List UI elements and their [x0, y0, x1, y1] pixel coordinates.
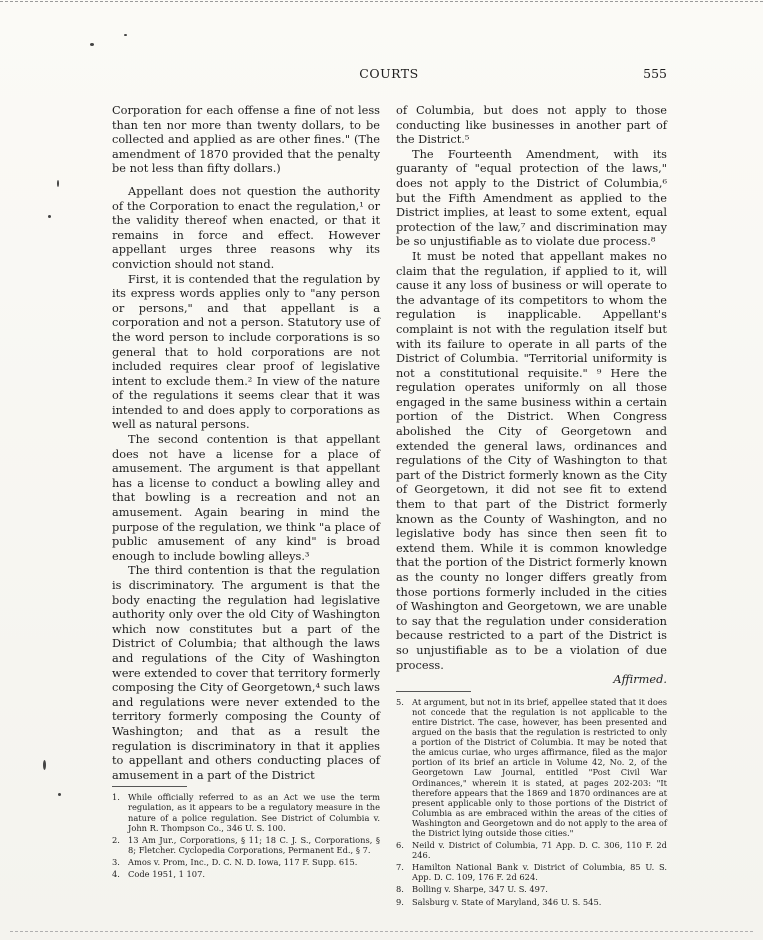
paragraph: The Fourteenth Amendment, with its guaranty of "equal protection of the laws," does not apply to the District of Columbia,⁶ but the Fifth Amendment as applied to the District implies, at least to some extent, equal protection of the law,⁷ and discrimination may be so unjustifiable as to violate due process.⁸ — [396, 146, 667, 249]
footnote-rule — [112, 786, 187, 787]
right-column — [396, 103, 667, 909]
scan-speck — [90, 43, 94, 46]
paragraph: of Columbia, but does not apply to those conducting like businesses in another part of the District.⁵ — [396, 103, 667, 147]
paragraph: Corporation for each offense a fine of not less than ten nor more than twenty dollars, to be collected and applied as are other fines." (The amendment of 1870 provided that the penalty be not less than fifty dollars.) — [112, 103, 380, 176]
footnote-number: 7. — [396, 862, 404, 873]
scan-edge-bottom — [10, 931, 753, 932]
disposition: Affirmed. — [613, 672, 667, 687]
page-number: 555 — [643, 66, 667, 81]
footnote-number: 2. — [112, 834, 120, 845]
paragraph: First, it is contended that the regulation by its express words applies only to "any person or persons," and that appellant is a corporation and not a person. Statutory use of the word person to include corporations is so general that to hold corporations are not included requires clear proof of legislative intent to exclude them.² In view of the nature of the regulations it seems clear that it was intended to and does apply to corporations as well as natural persons. — [112, 271, 380, 432]
footnote-number: 9. — [396, 896, 404, 907]
footnote-number: 4. — [112, 868, 120, 879]
paragraph: The second contention is that appellant does not have a license for a place of amusement. The argument is that appellant has a license to conduct a bowling alley and that bowling is a recreation and not an amusement. Again bearing in mind the purpose of the regulation, we think "a place of public amusement of any kind" is broad enough to include bowling alleys.³ — [112, 432, 380, 563]
footnote-text: At argument, but not in its brief, appellee stated that it does not concede that the regulation is not applicable to the entire District. The case, however, has been presented and argued on the basis that the regulation is restricted to only a portion of the District of Columbia. It may be noted that the amicus curiae, who urges affirmance, filed as the major portion of its brief an article in Volume 42, No. 2, of the Georgetown Law Journal, entitled "Post Civil War Ordinances," wherein it is stated, at pages 202-203: "It therefore appears that the 1869 and 1870 ordinances are at present applicable only to those portions of the District of Columbia as are embraced within the areas of the cities of Washington and Georgetown and do not apply to the area of the District lying outside those cities." — [412, 696, 667, 838]
scan-speck — [58, 793, 61, 796]
footnote-number: 5. — [396, 696, 404, 707]
paragraph: The third contention is that the regulation is discriminatory. The argument is that the body enacting the regulation had legislative authority only over the old City of Washington which now constitutes but a part of the District of Columbia; that although the laws and regulations of the City of Washington were extended to cover that territory formerly composing the City of Georgetown,⁴ such laws and regulations were never extended to the territory formerly composing the County of Washington; and that as a result the regulation is discriminatory in that it applies to appellant and others conducting places of amusement in a part of the District — [112, 563, 380, 782]
footnote-text: Hamilton National Bank v. District of Columbia, 85 U. S. App. D. C. 109, 176 F. 2d 624. — [412, 862, 667, 883]
footnote-text: 13 Am Jur., Corporations, § 11; 18 C. J. S., Corporations, § 8; Fletcher. Cyclopedia Corporations, Permanent Ed., § 7. — [128, 834, 380, 855]
paragraph: Appellant does not question the authority of the Corporation to enact the regulation,¹ or the validity thereof when enacted, or that it remains in force and effect. However appellant urges three reasons why its conviction should not stand. — [112, 183, 380, 271]
footnote-text: Neild v. District of Columbia, 71 App. D. C. 306, 110 F. 2d 246. — [412, 840, 667, 861]
scan-speck — [57, 180, 59, 187]
footnote-rule — [396, 691, 471, 692]
footnote — [396, 862, 667, 882]
footnote — [396, 884, 667, 894]
scan-edge-top — [0, 1, 763, 2]
footnote — [112, 857, 380, 867]
footnote — [396, 840, 667, 860]
scan-speck — [124, 34, 127, 36]
footnote — [396, 697, 667, 838]
footnote-text: While officially referred to as an Act we use the term regulation, as it appears to be a regulatory measure in the nature of a police regulation. See District of Columbia v. John R. Thompson Co., 346 U. S. 100. — [128, 792, 380, 833]
footnotes — [396, 697, 667, 907]
footnote-number: 6. — [396, 840, 404, 851]
footnote-text: Code 1951, 1 107. — [128, 868, 205, 879]
running-title: COURTS — [359, 66, 419, 81]
footnote — [112, 869, 380, 879]
footnote-number: 3. — [112, 856, 120, 867]
footnote-text: Salsburg v. State of Maryland, 346 U. S. 545. — [412, 896, 602, 907]
footnote-number: 1. — [112, 792, 120, 803]
footnote-number: 8. — [396, 884, 404, 895]
footnote — [112, 835, 380, 855]
scan-speck — [48, 215, 51, 218]
footnote-text: Bolling v. Sharpe, 347 U. S. 497. — [412, 884, 548, 895]
paragraph: It must be noted that appellant makes no claim that the regulation, if applied to it, will cause it any loss of business or will operate to the advantage of its competitors to whom the regulation is inapplicable. Appellant's complaint is not with the regulation itself but with its failure to operate in all parts of the District of Columbia. "Territorial uniformity is not a constitutional requisite." ⁹ Here the regulation operates uniformly on all those engaged in the same business within a certain portion of the District. When Congress abolished the City of Georgetown and extended the general laws, ordinances and regulations of the City of Washington to that part of the District formerly known as the City of Georgetown, it did not see fit to extend them to that part of the District formerly known as the County of Washington, and no legislative body has since then seen fit to extend them. While it is common knowledge that the portion of the District formerly known as the county no longer differs greatly from those portions formerly included in the cities of Washington and Georgetown, we are unable to say that the regulation under consideration because restricted to a part of the District is so unjustifiable as to be a violation of due process. — [396, 248, 667, 672]
footnotes — [112, 792, 380, 879]
scan-speck — [43, 760, 46, 770]
footnote — [396, 897, 667, 907]
footnote-text: Amos v. Prom, Inc., D. C. N. D. Iowa, 117 F. Supp. 615. — [128, 856, 358, 867]
left-column — [112, 103, 380, 881]
running-header — [111, 66, 667, 82]
footnote — [112, 792, 380, 832]
